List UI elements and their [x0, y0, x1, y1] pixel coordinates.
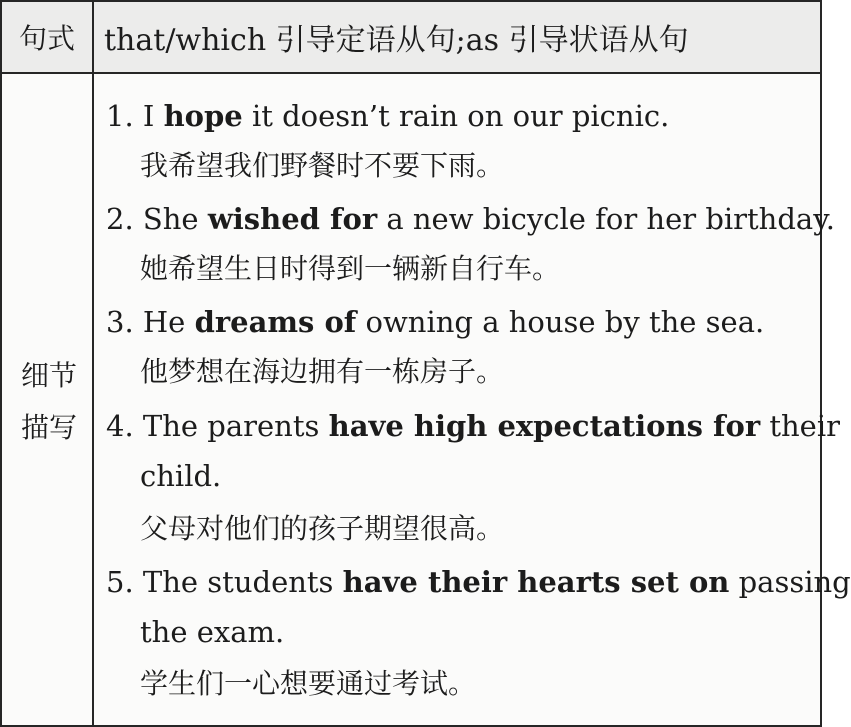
header-pattern-label: 句式: [18, 22, 75, 55]
example-item-2-en: 2. She wished for a new bicycle for her birthday.: [106, 202, 835, 236]
example-item-1-en: 1. I hope it doesn’t rain on our picnic.: [106, 99, 670, 133]
example-item-3-cn: 他梦想在海边拥有一栋房子。: [140, 355, 505, 388]
key-phrase: hope: [163, 99, 243, 133]
side-label-line1: 细节: [20, 359, 77, 392]
column-divider: [92, 2, 94, 725]
example-item-4-en-cont: child.: [140, 459, 222, 493]
example-item-5-en: 5. The students have their hearts set on passing: [106, 565, 851, 599]
key-phrase: have their hearts set on: [342, 565, 730, 599]
item-number: 4.: [106, 409, 134, 443]
item-number: 1.: [106, 99, 134, 133]
example-item-5-en-cont: the exam.: [140, 615, 285, 649]
table-header-row: [2, 2, 820, 74]
item-number: 5.: [106, 565, 134, 599]
item-number: 3.: [106, 305, 134, 339]
example-item-1-cn: 我希望我们野餐时不要下雨。: [140, 149, 505, 182]
key-phrase: have high expectations for: [328, 409, 761, 443]
item-number: 2.: [106, 202, 134, 236]
example-item-4-cn: 父母对他们的孩子期望很高。: [140, 512, 505, 545]
example-item-4-en: 4. The parents have high expectations for their: [106, 409, 840, 443]
header-pattern-text: that/which 引导定语从句;as 引导状语从句: [104, 23, 689, 58]
key-phrase: wished for: [207, 202, 378, 236]
key-phrase: dreams of: [194, 305, 357, 339]
example-item-2-cn: 她希望生日时得到一辆新自行车。: [140, 252, 561, 285]
side-label-line2: 描写: [20, 411, 77, 444]
example-item-5-cn: 学生们一心想要通过考试。: [140, 667, 477, 700]
example-item-3-en: 3. He dreams of owning a house by the sea.: [106, 305, 765, 339]
